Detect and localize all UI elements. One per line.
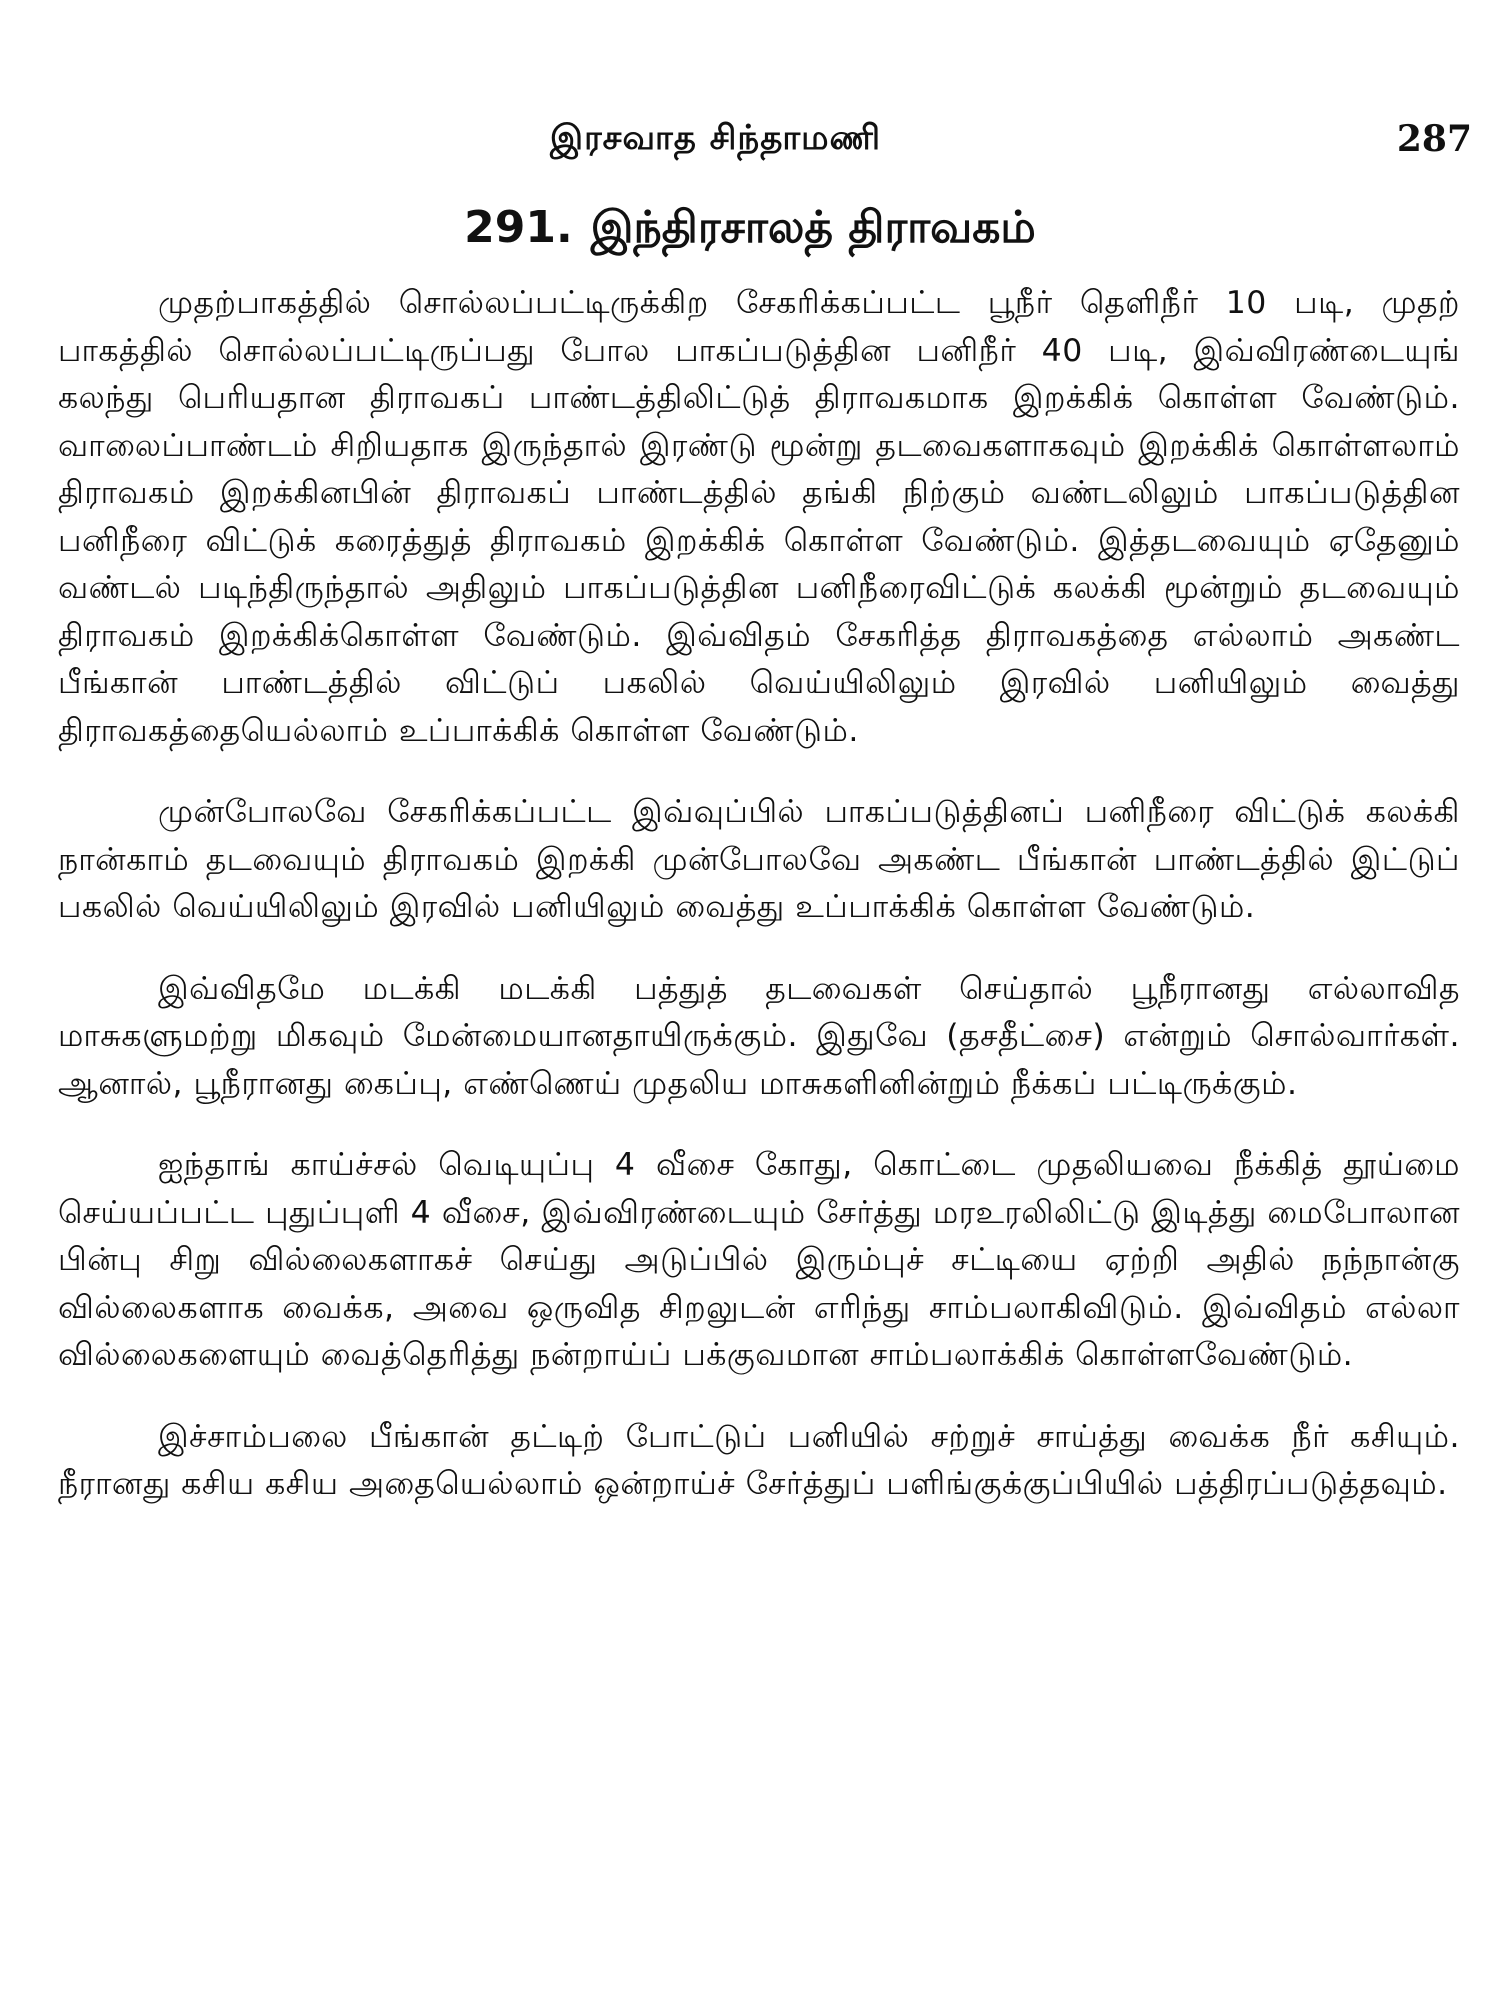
paragraph-1: முதற்பாகத்தில் சொல்லப்பட்டிருக்கிற சேகரிக்கப்பட்ட பூநீர் தெளிநீர் 10 படி, முதற் பாகத்தில் சொல்லப்பட்டிருப்பது போல பாகப்படுத்தின பனிநீர் 40 படி, இவ்விரண்டையுங் கலந்து பெரியதான திராவகப் பாண்டத்திலிட்டுத் திராவகமாக இறக்கிக் கொள்ள வேண்டும். வாலைப்பாண்டம் சிறியதாக இருந்தால் இரண்டு மூன்று தடவைகளாகவும் இறக்கிக் கொள்ளலாம் திராவகம் இறக்கினபின் திராவகப் பாண்டத்தில் தங்கி நிற்கும் வண்டலிலும் பாகப்படுத்தின பனிநீரை விட்டுக் கரைத்துத் திராவகம் இறக்கிக் கொள்ள வேண்டும். இத்தடவையும் ஏதேனும் வண்டல் படிந்திருந்தால் அதிலும் பாகப்படுத்தின பனிநீரைவிட்டுக் கலக்கி மூன்றும் தடவையும் திராவகம் இறக்கிக்கொள்ள வேண்டும். இவ்விதம் சேகரித்த திராவகத்தை எல்லாம் அகண்ட பீங்கான் பாண்டத்தில் விட்டுப் பகலில் வெய்யிலிலும் இரவில் பனியிலும் வைத்து திராவகத்தையெல்லாம் உப்பாக்கிக் கொள்ள வேண்டும். — [58, 285, 1460, 749]
section-title: இந்திரசாலத் திராவகம் — [590, 202, 1036, 253]
paragraph-3: இவ்விதமே மடக்கி மடக்கி பத்துத் தடவைகள் செய்தால் பூநீரானது எல்லாவித மாசுகளுமற்று மிகவும் மேன்மையானதாயிருக்கும். இதுவே (தசதீட்சை) என்றும் சொல்வார்கள். ஆனால், பூநீரானது கைப்பு, எண்ணெய் முதலிய மாசுகளினின்றும் நீக்கப் பட்டிருக்கும். — [58, 970, 1460, 1102]
paragraph-2: முன்போலவே சேகரிக்கப்பட்ட இவ்வுப்பில் பாகப்படுத்தினப் பனிநீரை விட்டுக் கலக்கி நான்காம் தடவையும் திராவகம் இறக்கி முன்போலவே அகண்ட பீங்கான் பாண்டத்தில் இட்டுப் பகலில் வெய்யிலிலும் இரவில் பனியிலும் வைத்து உப்பாக்கிக் கொள்ள வேண்டும். — [58, 794, 1460, 925]
paragraph-5: இச்சாம்பலை பீங்கான் தட்டிற் போட்டுப் பனியில் சற்றுச் சாய்த்து வைக்க நீர் கசியும். நீரானது கசிய கசிய அதையெல்லாம் ஒன்றாய்ச் சேர்த்துப் பளிங்குக்குப்பியில் பத்திரப்படுத்தவும். — [58, 1418, 1460, 1502]
running-title: இரசவாத சிந்தாமணி — [550, 118, 882, 158]
page-number: 287 — [1396, 118, 1472, 160]
running-header — [0, 118, 1500, 168]
section-number: 291. — [464, 202, 573, 253]
section-heading — [0, 202, 1500, 259]
body-text — [58, 280, 1460, 1543]
paragraph-4: ஐந்தாங் காய்ச்சல் வெடியுப்பு 4 வீசை கோது, கொட்டை முதலியவை நீக்கித் தூய்மை செய்யப்பட்ட புதுப்புளி 4 வீசை, இவ்விரண்டையும் சேர்த்து மரஉரலிலிட்டு இடித்து மைபோலான பின்பு சிறு வில்லைகளாகச் செய்து அடுப்பில் இரும்புச் சட்டியை ஏற்றி அதில் நந்நான்கு வில்லைகளாக வைக்க, அவை ஒருவித சிறலுடன் எரிந்து சாம்பலாகிவிடும். இவ்விதம் எல்லா வில்லைகளையும் வைத்தெரித்து நன்றாய்ப் பக்குவமான சாம்பலாக்கிக் கொள்ளவேண்டும். — [58, 1147, 1460, 1373]
